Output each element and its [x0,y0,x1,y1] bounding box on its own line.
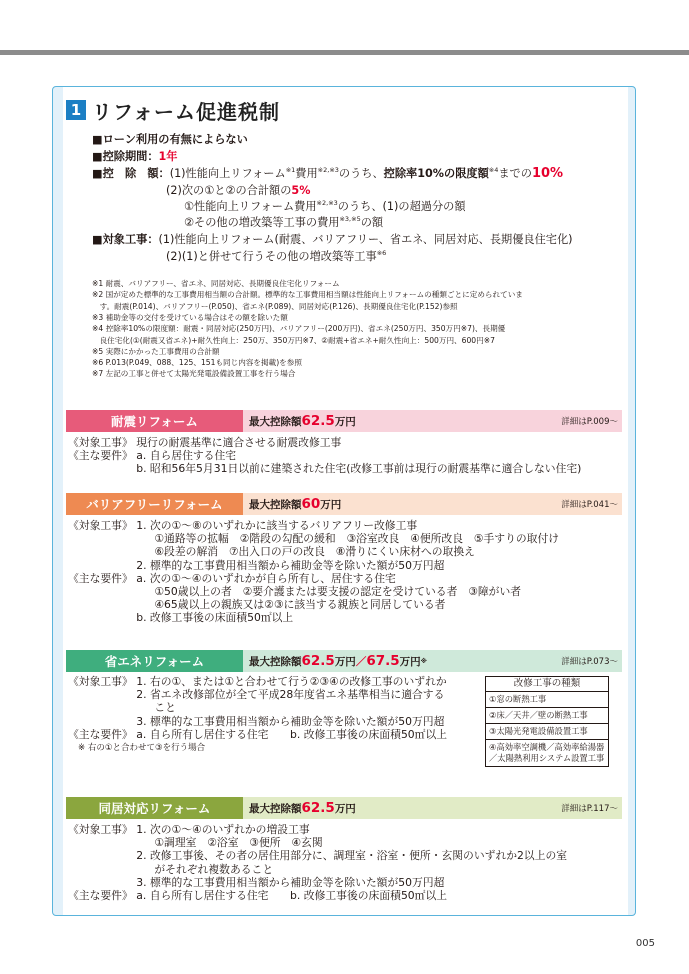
section-body-shoene [68,675,447,741]
page-title: リフォーム促進税制 [92,99,280,124]
renovation-type-item: ①窓の断熱工事 [486,692,608,708]
footnote: ※4 控除率10%の限度額：耐震・同居対応(250万円)、バリアフリー(200万円)、省エネ(250万円、350万円※7)、長期優 [92,324,506,334]
section-line: ⑥段差の解消 ⑦出入口の戸の改良 ⑧滑りにくい床材への取換え [68,545,475,559]
section-line: 《対象工事》 1. 次の①〜④のいずれかの増設工事 [68,823,310,836]
page-number: 005 [635,938,655,949]
summary-deduction: ■控 除 額：(1)性能向上リフォーム$^{※1}$費用$^{※2,※3}$のうち、控除率10%の限度額$^{※4}$までの10% [92,166,564,181]
section-line: ①調理室 ②浴室 ③便所 ④玄関 [68,836,323,850]
footnote: す。耐震(P.014)、バリアフリー(P.050)、省エネ(P.089)、同居対応(P.126)、長期優良住宅化(P.152)参照 [92,301,458,311]
renovation-type-item: ②床／天井／壁の断熱工事 [486,708,608,724]
section-line: 《対象工事》 1. 右の①、または①と合わせて行う②③④の改修工事のいずれか [68,675,447,688]
footnote: ※6 P.013(P.049、088、125、151も同じ内容を掲載)を参照 [92,358,302,368]
section-body-barrier [68,519,559,625]
summary-deduction-2-1: ①性能向上リフォーム費用$^{※2,※3}$のうち、(1)の超過分の額 [184,199,466,213]
section-line: 2. 標準的な工事費用相当額から補助金等を除いた額が50万円超 [68,558,445,572]
renovation-type-item: ③太陽光発電設備設置工事 [486,724,608,740]
summary-loan: ■ローン利用の有無によらない [92,133,248,146]
section-line: ①50歳以上の者 ②要介護または要支援の認定を受けている者 ③障がい者 [68,585,522,599]
footnote: ※7 左記の工事と併せて太陽光発電設備設置工事を行う場合 [92,369,296,379]
footnote: ※3 補助金等の交付を受けている場合はその額を除いた額 [92,312,288,322]
renovation-types-box [485,676,609,767]
section-name: バリアフリーリフォーム [66,493,243,515]
top-rule [0,50,689,55]
section-header-doukyo: 同居対応リフォーム 最大控除額 62.5 万円 詳細はP.117〜 [66,797,622,819]
section-name: 省エネリフォーム [66,650,243,672]
summary-period: ■控除期間：1年 [92,150,178,163]
footnote: 良住宅化(①(耐震又省エネ)+耐久性向上：250万、350万円※7、②耐震+省エネ+耐久性向上：500万円、600円※7 [92,335,495,345]
section-line: 3. 標準的な工事費用相当額から補助金等を除いた額が50万円超 [68,875,445,889]
section-body-doukyo [68,823,567,902]
summary-target: ■対象工事：(1)性能向上リフォーム(耐震、バリアフリー、省エネ、同居対応、長期優良住宅化) [92,233,573,246]
section-line: 《対象工事》 1. 次の①〜⑧のいずれかに該当するバリアフリー改修工事 [68,519,418,532]
section-line: 《対象工事》 現行の耐震基準に適合させる耐震改修工事 [68,436,342,449]
section-line: 《主な要件》 a. 自ら所有し居住する住宅 b. 改修工事後の床面積50㎡以上 [68,727,448,741]
footnote: ※5 実際にかかった工事費用の合計額 [92,346,220,356]
section-line: がそれぞれ複数あること [68,862,274,876]
section-line: b. 改修工事後の床面積50㎡以上 [68,611,294,625]
section-line: 3. 標準的な工事費用相当額から補助金等を除いた額が50万円超 [68,714,445,728]
section-body-taishin [68,436,581,476]
section-line: 2. 改修工事後、その者の居住用部分に、調理室・浴室・便所・玄関のいずれか2以上の室 [68,849,568,863]
section-number-badge: 1 [66,100,86,120]
section-line: 《主な要件》 a. 自ら所有し居住する住宅 b. 改修工事後の床面積50㎡以上 [68,889,448,903]
section-line: こと [68,701,176,715]
section-header-taishin: 耐震リフォーム 最大控除額 62.5 万円 詳細はP.009〜 [66,410,622,432]
section-line: 《主な要件》 a. 自ら居住する住宅 [68,449,237,463]
section-header-shoene: 省エネリフォーム 最大控除額 62.5 万円 ／ 67.5 万円 ※ 詳細はP.073〜 [66,650,622,672]
renovation-types-header: 改修工事の種類 [486,677,608,692]
section-title [66,96,280,124]
section-line: ①通路等の拡幅 ②階段の勾配の緩和 ③浴室改良 ④便所改良 ⑤手すりの取付け [68,532,560,546]
section-line: ④65歳以上の親族又は②③に該当する親族と同居している者 [68,598,446,612]
renovation-type-item: ④高効率空調機／高効率給湯器／太陽熱利用システム設置工事 [489,742,605,763]
section-line: 2. 省エネ改修部位が全て平成28年度省エネ基準相当に適合する [68,688,445,702]
section-name: 同居対応リフォーム [66,797,243,819]
section-line: 《主な要件》 a. 次の①〜④のいずれかが自ら所有し、居住する住宅 [68,571,396,585]
section-line: b. 昭和56年5月31日以前に建築された住宅(改修工事前は現行の耐震基準に適合しない住宅) [68,462,582,476]
shoene-note: ※ 右の①と合わせて③を行う場合 [78,743,206,753]
section-header-barrier: バリアフリーリフォーム 最大控除額 60 万円 詳細はP.041〜 [66,493,622,515]
summary-target-2: (2)(1)と併せて行うその他の増改築等工事$^{※6}$ [166,249,387,263]
summary-deduction-2-2: ②その他の増改築等工事の費用$^{※3,※5}$の額 [184,215,384,229]
summary-deduction-2: (2)次の①と②の合計額の5% [166,184,311,197]
footnote: ※2 国が定めた標準的な工事費用相当額の合計額。標準的な工事費用相当額は性能向上リフォームの種類ごとに定められていま [92,290,523,300]
section-name: 耐震リフォーム [66,410,243,432]
footnote: ※1 耐震、バリアフリー、省エネ、同居対応、長期優良住宅化リフォーム [92,279,340,288]
